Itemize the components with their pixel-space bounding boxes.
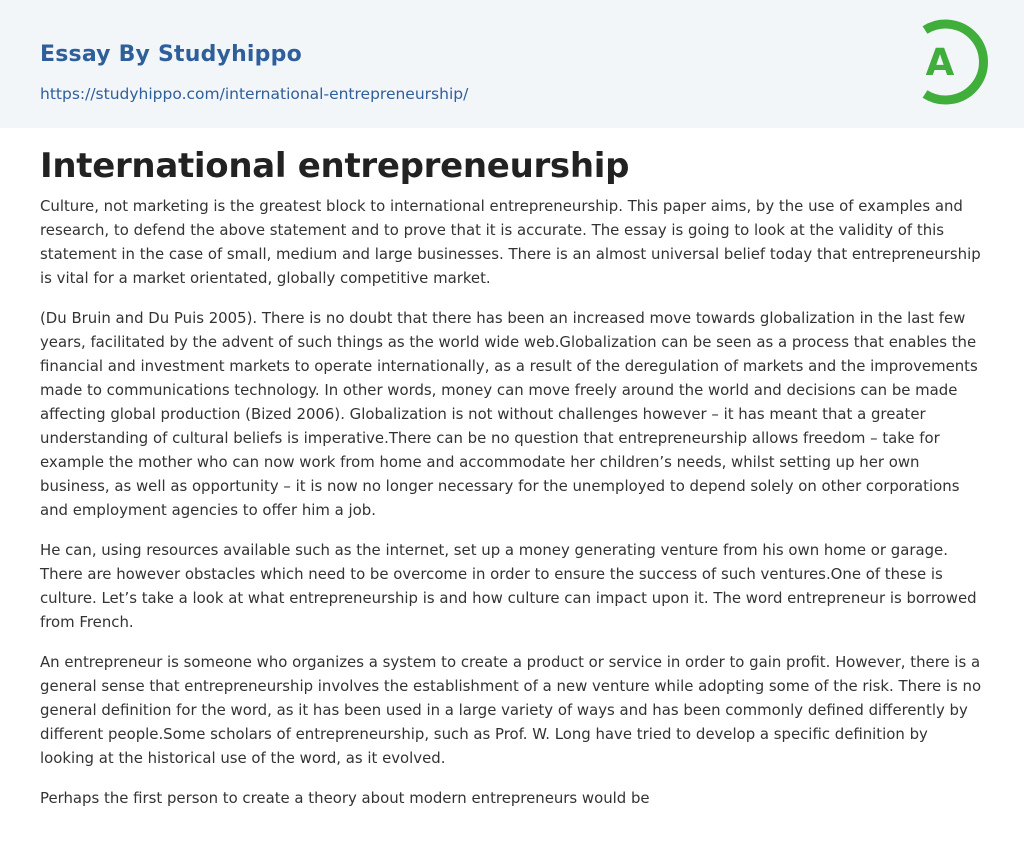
article-body xyxy=(40,194,984,826)
studyhippo-logo-icon[interactable] xyxy=(907,17,989,107)
paragraph: He can, using resources available such as the internet, set up a money generating venture from his own home or garage. There are however obstacles which need to be overcome in order to ensure the success of such ventures.One of these is culture. Let’s take a look at what entrepreneurship is and how culture can impact upon it. The word entrepreneur is borrowed from French. xyxy=(40,541,977,631)
paragraph: Culture, not marketing is the greatest block to international entrepreneurship. This paper aims, by the use of examples and research, to defend the above statement and to prove that it is accurate. The essay is going to look at the validity of this statement in the case of small, medium and large businesses. There is an almost universal belief today that entrepreneurship is vital for a market orientated, globally competitive market. xyxy=(40,197,981,287)
article-title: International entrepreneurship xyxy=(40,146,630,186)
paragraph: Perhaps the first person to create a theory about modern entrepreneurs would be xyxy=(40,789,650,807)
paragraph: (Du Bruin and Du Puis 2005). There is no doubt that there has been an increased move towards globalization in the last few years, facilitated by the advent of such things as the world wide web.Globalization can be seen as a process that enables the financial and investment markets to operate internationally, as a result of the deregulation of markets and the improvements made to communications technology. In other words, money can move freely around the world and decisions can be made affecting global production (Bized 2006). Globalization is not without challenges however – it has meant that a greater understanding of cultural beliefs is imperative.There can be no question that entrepreneurship allows freedom – take for example the mother who can now work from home and accommodate her children’s needs, whilst setting up her own business, as well as opportunity – it is now no longer necessary for the unemployed to depend solely on other corporations and employment agencies to offer him a job. xyxy=(40,309,978,519)
paragraph: An entrepreneur is someone who organizes a system to create a product or service in order to gain profit. However, there is a general sense that entrepreneurship involves the establishment of a new venture while adopting some of the risk. There is no general definition for the word, as it has been used in a large variety of ways and has been commonly defined differently by different people.Some scholars of entrepreneurship, such as Prof. W. Long have tried to develop a specific definition by looking at the historical use of the word, as it evolved. xyxy=(40,653,982,767)
brand-title: Essay By Studyhippo xyxy=(40,42,302,67)
logo-graphic xyxy=(907,17,989,107)
logo-letter: A xyxy=(925,41,955,84)
source-url-link[interactable]: https://studyhippo.com/international-entrepreneurship/ xyxy=(40,85,469,103)
header xyxy=(0,0,1024,128)
